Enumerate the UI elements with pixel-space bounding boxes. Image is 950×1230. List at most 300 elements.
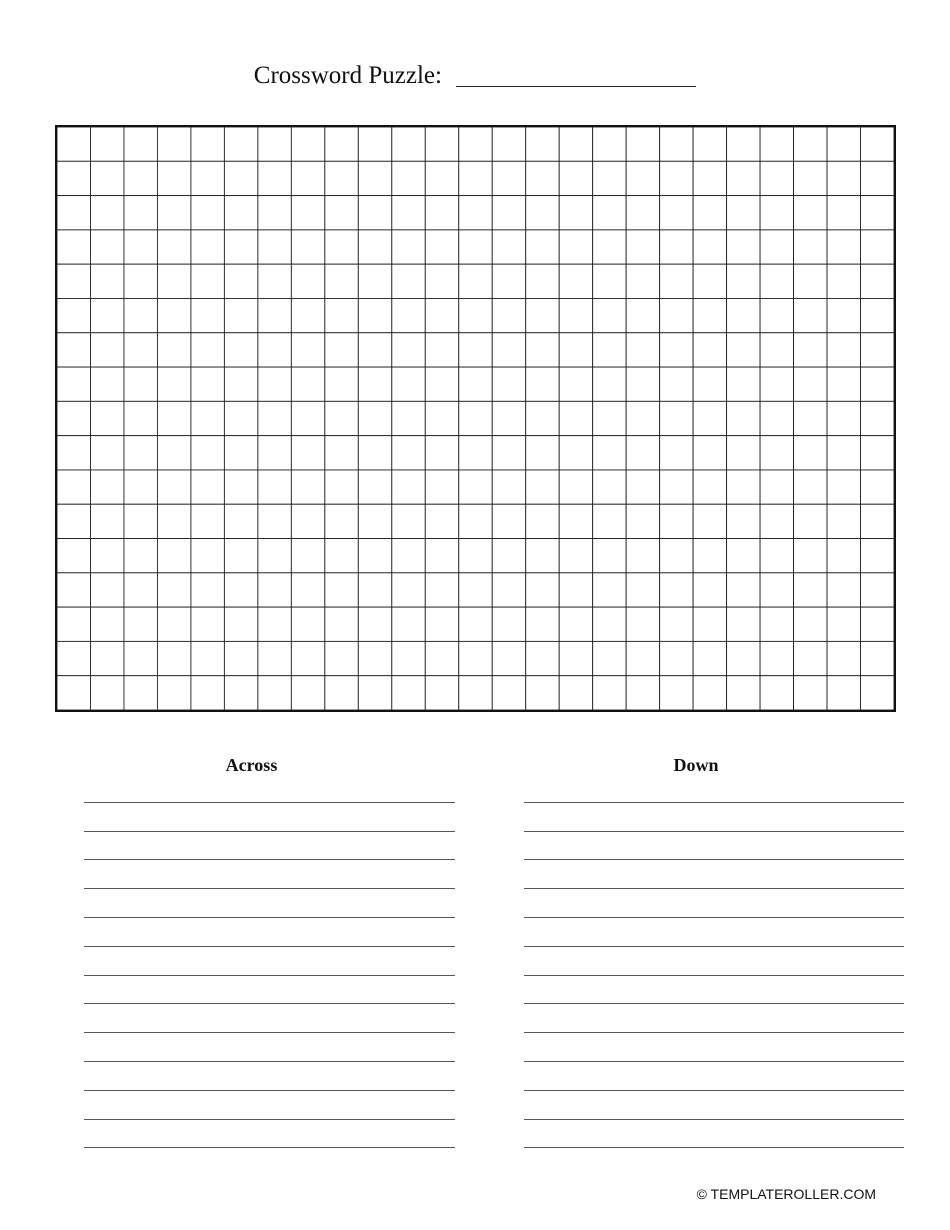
grid-cell[interactable] <box>526 641 559 675</box>
grid-cell[interactable] <box>660 367 693 401</box>
grid-cell[interactable] <box>191 298 224 332</box>
grid-cell[interactable] <box>593 401 626 435</box>
grid-cell[interactable] <box>291 641 324 675</box>
grid-cell[interactable] <box>358 676 391 710</box>
grid-cell[interactable] <box>425 298 458 332</box>
grid-cell[interactable] <box>325 436 358 470</box>
grid-cell[interactable] <box>90 127 123 161</box>
grid-cell[interactable] <box>861 401 894 435</box>
grid-cell[interactable] <box>358 573 391 607</box>
grid-cell[interactable] <box>291 298 324 332</box>
grid-cell[interactable] <box>157 573 190 607</box>
grid-cell[interactable] <box>191 196 224 230</box>
grid-cell[interactable] <box>191 333 224 367</box>
grid-cell[interactable] <box>626 127 659 161</box>
grid-cell[interactable] <box>90 333 123 367</box>
grid-cell[interactable] <box>794 573 827 607</box>
grid-cell[interactable] <box>57 676 90 710</box>
grid-cell[interactable] <box>425 230 458 264</box>
grid-cell[interactable] <box>794 127 827 161</box>
grid-cell[interactable] <box>861 333 894 367</box>
grid-cell[interactable] <box>258 607 291 641</box>
grid-cell[interactable] <box>626 196 659 230</box>
grid-cell[interactable] <box>392 401 425 435</box>
across-clue-line[interactable] <box>84 1091 455 1120</box>
grid-cell[interactable] <box>358 367 391 401</box>
grid-cell[interactable] <box>392 641 425 675</box>
grid-cell[interactable] <box>727 470 760 504</box>
grid-cell[interactable] <box>392 264 425 298</box>
grid-cell[interactable] <box>258 367 291 401</box>
grid-cell[interactable] <box>224 333 257 367</box>
grid-cell[interactable] <box>760 298 793 332</box>
grid-cell[interactable] <box>660 573 693 607</box>
grid-cell[interactable] <box>593 676 626 710</box>
grid-cell[interactable] <box>191 127 224 161</box>
grid-cell[interactable] <box>827 504 860 538</box>
grid-cell[interactable] <box>794 333 827 367</box>
grid-cell[interactable] <box>291 401 324 435</box>
grid-cell[interactable] <box>90 436 123 470</box>
grid-cell[interactable] <box>626 470 659 504</box>
grid-cell[interactable] <box>693 333 726 367</box>
grid-cell[interactable] <box>124 436 157 470</box>
grid-cell[interactable] <box>124 676 157 710</box>
across-clue-line[interactable] <box>84 1004 455 1033</box>
grid-cell[interactable] <box>258 436 291 470</box>
grid-cell[interactable] <box>492 641 525 675</box>
grid-cell[interactable] <box>392 470 425 504</box>
grid-cell[interactable] <box>660 607 693 641</box>
grid-cell[interactable] <box>827 470 860 504</box>
grid-cell[interactable] <box>157 641 190 675</box>
grid-cell[interactable] <box>492 573 525 607</box>
grid-cell[interactable] <box>57 298 90 332</box>
grid-cell[interactable] <box>425 161 458 195</box>
grid-cell[interactable] <box>827 641 860 675</box>
grid-cell[interactable] <box>593 641 626 675</box>
grid-cell[interactable] <box>459 264 492 298</box>
grid-cell[interactable] <box>693 298 726 332</box>
grid-cell[interactable] <box>90 161 123 195</box>
grid-cell[interactable] <box>827 196 860 230</box>
down-clue-line[interactable] <box>524 860 904 889</box>
grid-cell[interactable] <box>861 196 894 230</box>
grid-cell[interactable] <box>861 504 894 538</box>
grid-cell[interactable] <box>492 161 525 195</box>
grid-cell[interactable] <box>693 470 726 504</box>
grid-cell[interactable] <box>760 367 793 401</box>
grid-cell[interactable] <box>358 539 391 573</box>
grid-cell[interactable] <box>325 607 358 641</box>
puzzle-name-blank[interactable] <box>456 56 696 87</box>
grid-cell[interactable] <box>358 641 391 675</box>
grid-cell[interactable] <box>827 539 860 573</box>
grid-cell[interactable] <box>459 127 492 161</box>
grid-cell[interactable] <box>459 333 492 367</box>
grid-cell[interactable] <box>90 573 123 607</box>
grid-cell[interactable] <box>258 196 291 230</box>
grid-cell[interactable] <box>760 230 793 264</box>
grid-cell[interactable] <box>358 230 391 264</box>
grid-cell[interactable] <box>861 367 894 401</box>
across-clue-line[interactable] <box>84 832 455 861</box>
grid-cell[interactable] <box>425 401 458 435</box>
grid-cell[interactable] <box>593 539 626 573</box>
grid-cell[interactable] <box>794 196 827 230</box>
grid-cell[interactable] <box>157 333 190 367</box>
grid-cell[interactable] <box>626 298 659 332</box>
down-clue-line[interactable] <box>524 1120 904 1149</box>
grid-cell[interactable] <box>760 127 793 161</box>
grid-cell[interactable] <box>157 264 190 298</box>
grid-cell[interactable] <box>459 230 492 264</box>
grid-cell[interactable] <box>392 676 425 710</box>
grid-cell[interactable] <box>157 127 190 161</box>
grid-cell[interactable] <box>124 641 157 675</box>
grid-cell[interactable] <box>325 196 358 230</box>
grid-cell[interactable] <box>90 607 123 641</box>
grid-cell[interactable] <box>291 127 324 161</box>
grid-cell[interactable] <box>794 264 827 298</box>
grid-cell[interactable] <box>224 641 257 675</box>
grid-cell[interactable] <box>492 264 525 298</box>
grid-cell[interactable] <box>760 607 793 641</box>
down-clue-line[interactable] <box>524 889 904 918</box>
grid-cell[interactable] <box>358 436 391 470</box>
grid-cell[interactable] <box>526 436 559 470</box>
grid-cell[interactable] <box>593 230 626 264</box>
grid-cell[interactable] <box>660 539 693 573</box>
grid-cell[interactable] <box>861 676 894 710</box>
grid-cell[interactable] <box>794 539 827 573</box>
grid-cell[interactable] <box>693 196 726 230</box>
grid-cell[interactable] <box>191 641 224 675</box>
grid-cell[interactable] <box>794 504 827 538</box>
grid-cell[interactable] <box>861 127 894 161</box>
grid-cell[interactable] <box>124 230 157 264</box>
across-clue-line[interactable] <box>84 918 455 947</box>
grid-cell[interactable] <box>191 401 224 435</box>
grid-cell[interactable] <box>90 264 123 298</box>
grid-cell[interactable] <box>90 504 123 538</box>
grid-cell[interactable] <box>358 470 391 504</box>
grid-cell[interactable] <box>559 161 592 195</box>
grid-cell[interactable] <box>827 264 860 298</box>
grid-cell[interactable] <box>191 436 224 470</box>
grid-cell[interactable] <box>693 230 726 264</box>
grid-cell[interactable] <box>425 196 458 230</box>
across-clue-line[interactable] <box>84 1120 455 1149</box>
grid-cell[interactable] <box>258 161 291 195</box>
grid-cell[interactable] <box>660 264 693 298</box>
grid-cell[interactable] <box>224 298 257 332</box>
grid-cell[interactable] <box>760 161 793 195</box>
grid-cell[interactable] <box>626 436 659 470</box>
grid-cell[interactable] <box>224 230 257 264</box>
grid-cell[interactable] <box>760 573 793 607</box>
grid-cell[interactable] <box>727 298 760 332</box>
grid-cell[interactable] <box>157 401 190 435</box>
grid-cell[interactable] <box>492 504 525 538</box>
grid-cell[interactable] <box>191 607 224 641</box>
grid-cell[interactable] <box>124 401 157 435</box>
grid-cell[interactable] <box>191 161 224 195</box>
grid-cell[interactable] <box>124 470 157 504</box>
grid-cell[interactable] <box>124 367 157 401</box>
grid-cell[interactable] <box>124 504 157 538</box>
grid-cell[interactable] <box>626 161 659 195</box>
grid-cell[interactable] <box>526 470 559 504</box>
across-clue-line[interactable] <box>84 860 455 889</box>
grid-cell[interactable] <box>459 161 492 195</box>
grid-cell[interactable] <box>861 161 894 195</box>
grid-cell[interactable] <box>325 333 358 367</box>
grid-cell[interactable] <box>392 504 425 538</box>
grid-cell[interactable] <box>626 264 659 298</box>
grid-cell[interactable] <box>526 230 559 264</box>
grid-cell[interactable] <box>794 298 827 332</box>
grid-cell[interactable] <box>224 264 257 298</box>
grid-cell[interactable] <box>794 436 827 470</box>
grid-cell[interactable] <box>291 573 324 607</box>
grid-cell[interactable] <box>526 367 559 401</box>
grid-cell[interactable] <box>358 196 391 230</box>
grid-cell[interactable] <box>526 401 559 435</box>
grid-cell[interactable] <box>794 607 827 641</box>
grid-cell[interactable] <box>760 676 793 710</box>
grid-cell[interactable] <box>559 641 592 675</box>
grid-cell[interactable] <box>693 607 726 641</box>
grid-cell[interactable] <box>291 504 324 538</box>
grid-cell[interactable] <box>794 401 827 435</box>
down-clue-line[interactable] <box>524 1004 904 1033</box>
grid-cell[interactable] <box>90 641 123 675</box>
grid-cell[interactable] <box>124 573 157 607</box>
grid-cell[interactable] <box>459 298 492 332</box>
grid-cell[interactable] <box>157 539 190 573</box>
grid-cell[interactable] <box>258 676 291 710</box>
grid-cell[interactable] <box>392 607 425 641</box>
grid-cell[interactable] <box>626 573 659 607</box>
grid-cell[interactable] <box>794 230 827 264</box>
grid-cell[interactable] <box>727 127 760 161</box>
grid-cell[interactable] <box>526 161 559 195</box>
grid-cell[interactable] <box>593 298 626 332</box>
grid-cell[interactable] <box>325 264 358 298</box>
grid-cell[interactable] <box>727 196 760 230</box>
grid-cell[interactable] <box>861 436 894 470</box>
grid-cell[interactable] <box>90 401 123 435</box>
grid-cell[interactable] <box>727 333 760 367</box>
grid-cell[interactable] <box>459 539 492 573</box>
grid-cell[interactable] <box>492 127 525 161</box>
grid-cell[interactable] <box>559 127 592 161</box>
grid-cell[interactable] <box>727 641 760 675</box>
down-clue-line[interactable] <box>524 832 904 861</box>
grid-cell[interactable] <box>760 504 793 538</box>
grid-cell[interactable] <box>593 161 626 195</box>
grid-cell[interactable] <box>626 333 659 367</box>
grid-cell[interactable] <box>492 676 525 710</box>
grid-cell[interactable] <box>526 607 559 641</box>
grid-cell[interactable] <box>157 367 190 401</box>
grid-cell[interactable] <box>526 539 559 573</box>
grid-cell[interactable] <box>90 539 123 573</box>
grid-cell[interactable] <box>593 127 626 161</box>
grid-cell[interactable] <box>459 641 492 675</box>
grid-cell[interactable] <box>626 230 659 264</box>
grid-cell[interactable] <box>626 401 659 435</box>
grid-cell[interactable] <box>727 401 760 435</box>
grid-cell[interactable] <box>57 504 90 538</box>
grid-cell[interactable] <box>626 607 659 641</box>
grid-cell[interactable] <box>325 539 358 573</box>
grid-cell[interactable] <box>827 367 860 401</box>
grid-cell[interactable] <box>861 641 894 675</box>
grid-cell[interactable] <box>325 298 358 332</box>
grid-cell[interactable] <box>459 573 492 607</box>
grid-cell[interactable] <box>693 539 726 573</box>
grid-cell[interactable] <box>727 436 760 470</box>
grid-cell[interactable] <box>258 230 291 264</box>
grid-cell[interactable] <box>191 470 224 504</box>
grid-cell[interactable] <box>760 196 793 230</box>
grid-cell[interactable] <box>559 470 592 504</box>
grid-cell[interactable] <box>492 436 525 470</box>
grid-cell[interactable] <box>157 607 190 641</box>
grid-cell[interactable] <box>224 161 257 195</box>
grid-cell[interactable] <box>626 504 659 538</box>
grid-cell[interactable] <box>827 127 860 161</box>
grid-cell[interactable] <box>157 676 190 710</box>
down-clue-line[interactable] <box>524 947 904 976</box>
grid-cell[interactable] <box>90 470 123 504</box>
down-clue-line[interactable] <box>524 918 904 947</box>
grid-cell[interactable] <box>224 196 257 230</box>
grid-cell[interactable] <box>258 298 291 332</box>
grid-cell[interactable] <box>258 127 291 161</box>
grid-cell[interactable] <box>693 264 726 298</box>
grid-cell[interactable] <box>693 161 726 195</box>
grid-cell[interactable] <box>559 367 592 401</box>
grid-cell[interactable] <box>325 573 358 607</box>
grid-cell[interactable] <box>224 367 257 401</box>
grid-cell[interactable] <box>392 161 425 195</box>
grid-cell[interactable] <box>526 196 559 230</box>
grid-cell[interactable] <box>827 298 860 332</box>
grid-cell[interactable] <box>57 436 90 470</box>
grid-cell[interactable] <box>593 607 626 641</box>
grid-cell[interactable] <box>660 196 693 230</box>
grid-cell[interactable] <box>90 298 123 332</box>
grid-cell[interactable] <box>224 676 257 710</box>
grid-cell[interactable] <box>827 333 860 367</box>
grid-cell[interactable] <box>325 470 358 504</box>
grid-cell[interactable] <box>660 161 693 195</box>
grid-cell[interactable] <box>794 470 827 504</box>
grid-cell[interactable] <box>291 333 324 367</box>
grid-cell[interactable] <box>760 333 793 367</box>
grid-cell[interactable] <box>593 196 626 230</box>
grid-cell[interactable] <box>693 367 726 401</box>
grid-cell[interactable] <box>559 573 592 607</box>
grid-cell[interactable] <box>827 676 860 710</box>
grid-cell[interactable] <box>492 539 525 573</box>
grid-cell[interactable] <box>57 607 90 641</box>
grid-cell[interactable] <box>90 230 123 264</box>
grid-cell[interactable] <box>325 161 358 195</box>
grid-cell[interactable] <box>693 641 726 675</box>
grid-cell[interactable] <box>325 230 358 264</box>
grid-cell[interactable] <box>57 539 90 573</box>
grid-cell[interactable] <box>224 127 257 161</box>
grid-cell[interactable] <box>291 470 324 504</box>
grid-cell[interactable] <box>157 196 190 230</box>
grid-cell[interactable] <box>526 333 559 367</box>
grid-cell[interactable] <box>258 333 291 367</box>
grid-cell[interactable] <box>90 367 123 401</box>
down-clue-line[interactable] <box>524 803 904 832</box>
grid-cell[interactable] <box>425 264 458 298</box>
grid-cell[interactable] <box>191 367 224 401</box>
grid-cell[interactable] <box>392 298 425 332</box>
grid-cell[interactable] <box>760 470 793 504</box>
grid-cell[interactable] <box>392 573 425 607</box>
grid-cell[interactable] <box>559 333 592 367</box>
grid-cell[interactable] <box>392 436 425 470</box>
grid-cell[interactable] <box>459 436 492 470</box>
grid-cell[interactable] <box>593 504 626 538</box>
grid-cell[interactable] <box>492 196 525 230</box>
grid-cell[interactable] <box>526 504 559 538</box>
down-clue-line[interactable] <box>524 976 904 1005</box>
across-clue-line[interactable] <box>84 976 455 1005</box>
grid-cell[interactable] <box>258 539 291 573</box>
grid-cell[interactable] <box>358 264 391 298</box>
grid-cell[interactable] <box>57 333 90 367</box>
grid-cell[interactable] <box>861 607 894 641</box>
across-clue-line[interactable] <box>84 1062 455 1091</box>
grid-cell[interactable] <box>827 607 860 641</box>
grid-cell[interactable] <box>760 401 793 435</box>
grid-cell[interactable] <box>459 470 492 504</box>
grid-cell[interactable] <box>760 641 793 675</box>
grid-cell[interactable] <box>124 333 157 367</box>
grid-cell[interactable] <box>861 573 894 607</box>
grid-cell[interactable] <box>124 607 157 641</box>
grid-cell[interactable] <box>124 264 157 298</box>
grid-cell[interactable] <box>492 298 525 332</box>
grid-cell[interactable] <box>425 470 458 504</box>
grid-cell[interactable] <box>392 196 425 230</box>
grid-cell[interactable] <box>660 298 693 332</box>
grid-cell[interactable] <box>358 333 391 367</box>
grid-cell[interactable] <box>794 676 827 710</box>
grid-cell[interactable] <box>559 230 592 264</box>
grid-cell[interactable] <box>291 436 324 470</box>
grid-cell[interactable] <box>124 298 157 332</box>
grid-cell[interactable] <box>660 401 693 435</box>
grid-cell[interactable] <box>459 196 492 230</box>
grid-cell[interactable] <box>425 676 458 710</box>
grid-cell[interactable] <box>459 367 492 401</box>
grid-cell[interactable] <box>224 401 257 435</box>
grid-cell[interactable] <box>526 298 559 332</box>
grid-cell[interactable] <box>191 676 224 710</box>
grid-cell[interactable] <box>727 264 760 298</box>
down-clue-line[interactable] <box>524 1091 904 1120</box>
